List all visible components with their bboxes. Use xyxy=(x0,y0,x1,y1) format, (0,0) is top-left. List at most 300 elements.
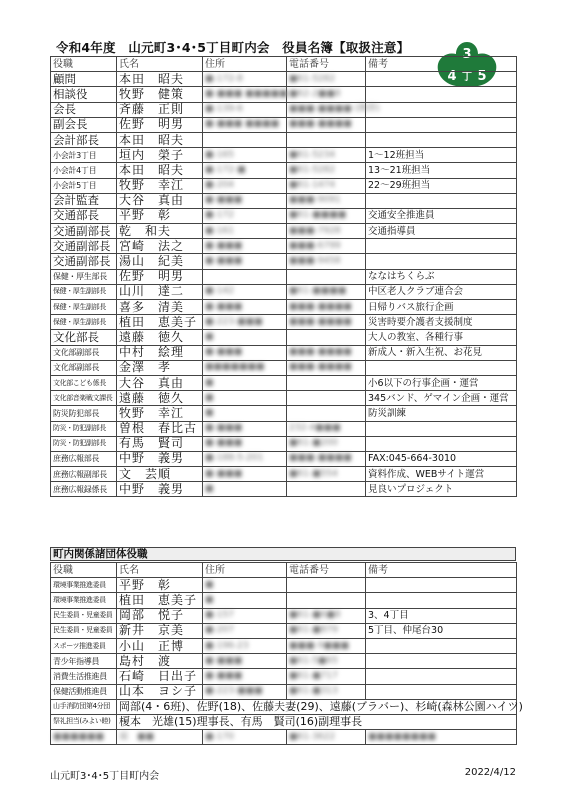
officer-role: 顧問 xyxy=(51,72,117,87)
officer-note xyxy=(366,421,517,436)
group-address xyxy=(203,623,287,638)
officer-row xyxy=(51,102,517,117)
officer-role: 文化部長 xyxy=(51,330,117,345)
header-role: 役職 xyxy=(51,57,117,72)
officer-name: 遠藤 徳久 xyxy=(117,330,203,345)
fire-brigade-row-role: 山手消防団第4分団 xyxy=(51,699,117,714)
officer-address-redacted: ■-■■■ xyxy=(205,240,243,251)
officer-address-redacted: ■-172 xyxy=(205,210,234,221)
officer-address xyxy=(203,467,287,482)
officer-address xyxy=(203,391,287,406)
group-phone-redacted: ■61-5■65 xyxy=(289,655,338,666)
last-role-redacted: ■■■■■■ xyxy=(53,731,105,742)
header-address: 住所 xyxy=(203,57,287,72)
officer-row xyxy=(51,482,517,497)
officer-address-redacted: ■-■■■ xyxy=(205,438,243,449)
officer-address-redacted: ■-161 xyxy=(205,225,234,236)
group-role: 民生委員・児童委員 xyxy=(51,608,117,623)
officer-role: 交通副部長 xyxy=(51,239,117,254)
officer-phone-redacted: ■61-■■■■ xyxy=(289,210,347,221)
group-row xyxy=(51,593,517,608)
officer-name: 本田 昭夫 xyxy=(117,132,203,147)
officer-phone-redacted: ■■■-■■■■ xyxy=(289,347,352,358)
officer-address xyxy=(203,102,287,117)
officer-phone xyxy=(287,208,366,223)
officer-address xyxy=(203,132,287,147)
officer-phone xyxy=(287,72,366,87)
group-name: 岡部 悦子 xyxy=(117,608,203,623)
groups-table xyxy=(50,562,523,745)
officer-phone xyxy=(287,391,366,406)
officer-role: 保健・厚生部長 xyxy=(51,269,117,284)
officer-row xyxy=(51,117,517,132)
officer-role: 防災・防犯副部長 xyxy=(51,436,117,451)
officer-phone xyxy=(287,117,366,132)
group-role: スポーツ推進委員 xyxy=(51,638,117,653)
officer-note: 中区老人クラブ連合会 xyxy=(366,284,517,299)
header2-note: 備考 xyxy=(366,563,517,578)
group-row xyxy=(51,669,517,684)
officer-address-redacted: ■-172-■ xyxy=(205,164,246,175)
officer-role: 会計部長 xyxy=(51,132,117,147)
officer-note: 345バンド、ゲマイン企画・運営 xyxy=(366,391,517,406)
last-note-redacted: ■■■■■■■■ xyxy=(368,731,437,742)
officer-phone xyxy=(287,451,366,466)
last-phone-redacted: ■61-3622 xyxy=(289,731,336,742)
group-address xyxy=(203,654,287,669)
group-row xyxy=(51,654,517,669)
officer-phone xyxy=(287,467,366,482)
group-note xyxy=(366,593,517,608)
officer-phone xyxy=(287,254,366,269)
officer-note: 22～29班担当 xyxy=(366,178,517,193)
officer-role: 会計監査 xyxy=(51,193,117,208)
group-phone xyxy=(287,578,366,593)
officer-role: 副会長 xyxy=(51,117,117,132)
festival-row xyxy=(51,714,517,729)
officer-name: 中野 義男 xyxy=(117,451,203,466)
officer-note: 1～12班担当 xyxy=(366,148,517,163)
officer-address-redacted: ■-■■■ xyxy=(205,256,243,267)
officer-phone xyxy=(287,421,366,436)
officer-row xyxy=(51,375,517,390)
header2-address: 住所 xyxy=(203,563,287,578)
group-phone xyxy=(287,684,366,699)
group-name: 平野 彰 xyxy=(117,578,203,593)
officer-phone-redacted: ■61-■■■■ xyxy=(289,286,347,297)
document-title: 令和4年度 山元町3･4･5丁目町内会 役員名簿【取扱注意】 xyxy=(56,40,410,55)
officer-address xyxy=(203,330,287,345)
officer-address xyxy=(203,208,287,223)
officer-address xyxy=(203,148,287,163)
group-note xyxy=(366,669,517,684)
officer-role: 小会計5丁目 xyxy=(51,178,117,193)
officer-role: 庶務広報部長 xyxy=(51,451,117,466)
officer-address xyxy=(203,360,287,375)
officer-name: 湯山 紀美 xyxy=(117,254,203,269)
officer-row xyxy=(51,360,517,375)
officer-note: 資料作成、WEBサイト運営 xyxy=(366,467,517,482)
officer-address xyxy=(203,284,287,299)
officer-name: 宮崎 法之 xyxy=(117,239,203,254)
officer-name: 佐野 明男 xyxy=(117,117,203,132)
group-note xyxy=(366,578,517,593)
officer-address-redacted: ■-■■■ xyxy=(205,301,243,312)
group-phone xyxy=(287,654,366,669)
fire-brigade-row xyxy=(51,699,517,714)
officer-phone xyxy=(287,315,366,330)
officer-address-redacted: ■■■■■■■ xyxy=(205,362,265,373)
officer-note xyxy=(366,72,517,87)
officer-address xyxy=(203,193,287,208)
officer-role: 文化部副部長 xyxy=(51,345,117,360)
officer-address-redacted: ■-165 xyxy=(205,149,234,160)
officer-role: 防災防犯部長 xyxy=(51,406,117,421)
officer-row xyxy=(51,87,517,102)
group-address-redacted: ■ xyxy=(205,594,214,605)
officer-role: 保健・厚生副部長 xyxy=(51,300,117,315)
group-name: 植田 恵美子 xyxy=(117,593,203,608)
group-row xyxy=(51,638,517,653)
officer-row xyxy=(51,421,517,436)
officer-address-redacted: ■ xyxy=(205,483,214,494)
group-phone-redacted: ■61-■313 xyxy=(289,686,338,697)
officer-note: 大人の教室、各種行事 xyxy=(366,330,517,345)
footer-organization: 山元町3･4･5丁目町内会 xyxy=(50,771,160,782)
officer-address xyxy=(203,375,287,390)
officer-name: 斉藤 正則 xyxy=(117,102,203,117)
officer-role: 文化部音楽戦文課長 xyxy=(51,391,117,406)
group-phone-redacted: ■61-■6■8 xyxy=(289,610,341,621)
officer-row xyxy=(51,436,517,451)
officer-role: 交通副部長 xyxy=(51,224,117,239)
officer-phone xyxy=(287,345,366,360)
officer-name: 牧野 幸江 xyxy=(117,406,203,421)
officer-phone-redacted: ■■■-■■■■ xyxy=(289,316,352,327)
officer-note xyxy=(366,117,517,132)
officer-address-redacted: ■ xyxy=(205,377,214,388)
officer-phone-redacted: ■61-■554 xyxy=(289,468,338,479)
group-row xyxy=(51,578,517,593)
officer-address xyxy=(203,269,287,284)
logo-char: 丁 xyxy=(462,72,472,83)
officer-name: 山川 達二 xyxy=(117,284,203,299)
fire-brigade-row-text: 岡部(4・6班)、佐野(18)、佐藤夫妻(29)、遠藤(ブラバー)、杉崎(森林公園ハイツ) xyxy=(117,699,517,714)
group-address xyxy=(203,684,287,699)
header2-phone: 電話番号 xyxy=(287,563,366,578)
officer-address-redacted: ■-188-5-201 xyxy=(205,453,264,464)
officer-note xyxy=(366,436,517,451)
group-note: 3、4丁目 xyxy=(366,608,517,623)
officer-row xyxy=(51,284,517,299)
officer-note: ななはちくらぶ xyxy=(366,269,517,284)
officer-phone-redacted: ■61-5282 xyxy=(289,73,336,84)
group-phone xyxy=(287,669,366,684)
group-role: 青少年指導員 xyxy=(51,654,117,669)
officer-phone xyxy=(287,193,366,208)
officer-role: 交通副部長 xyxy=(51,254,117,269)
officer-row xyxy=(51,132,517,147)
officer-address xyxy=(203,87,287,102)
group-note xyxy=(366,684,517,699)
officer-note xyxy=(366,193,517,208)
group-phone xyxy=(287,623,366,638)
officer-role: 保健・厚生副部長 xyxy=(51,284,117,299)
officer-phone xyxy=(287,239,366,254)
officer-name: 金澤 孝 xyxy=(117,360,203,375)
officer-phone-redacted: ■■■-9091 xyxy=(289,195,341,206)
last-phone xyxy=(287,730,366,745)
officer-row xyxy=(51,269,517,284)
group-role: 保健活動推進員 xyxy=(51,684,117,699)
officer-row xyxy=(51,330,517,345)
officer-note: 見良いプロジェクト xyxy=(366,482,517,497)
group-address-redacted: ■-■■■ xyxy=(205,655,243,666)
officer-phone-redacted: ■■■-■■■■ (携帯) xyxy=(289,104,380,115)
officer-phone xyxy=(287,406,366,421)
officer-note xyxy=(366,239,517,254)
header-row-2 xyxy=(51,563,517,578)
officer-row xyxy=(51,391,517,406)
officer-role: 庶務広報副部長 xyxy=(51,467,117,482)
officer-role: 相談役 xyxy=(51,87,117,102)
officer-note: 新成人・新入生祝、お花見 xyxy=(366,345,517,360)
officer-name: 遠藤 徳久 xyxy=(117,391,203,406)
officer-note: 交通指導員 xyxy=(366,224,517,239)
officer-address-redacted: ■-223-■■■ xyxy=(205,316,263,327)
officer-role: 文化部こども係長 xyxy=(51,375,117,390)
officer-note: 13～21班担当 xyxy=(366,163,517,178)
officer-address xyxy=(203,239,287,254)
officer-phone xyxy=(287,178,366,193)
group-row xyxy=(51,608,517,623)
last-address xyxy=(203,730,287,745)
officer-address-redacted: ■-142 xyxy=(205,286,234,297)
officer-row xyxy=(51,163,517,178)
officer-role: 会長 xyxy=(51,102,117,117)
officer-address xyxy=(203,345,287,360)
group-role: 環境事業推進委員 xyxy=(51,578,117,593)
group-address xyxy=(203,669,287,684)
group-name: 島村 渡 xyxy=(117,654,203,669)
officer-name: 植田 恵美子 xyxy=(117,315,203,330)
officer-name: 喜多 清美 xyxy=(117,300,203,315)
officer-row xyxy=(51,208,517,223)
officer-address-redacted: ■-■■■ xyxy=(205,347,243,358)
officer-phone-redacted: ■61-1474 xyxy=(289,180,336,191)
group-address-redacted: ■-223-■■■ xyxy=(205,686,263,697)
last-address-redacted: ■-170 xyxy=(205,731,234,742)
officer-role: 庶務広報録係長 xyxy=(51,482,117,497)
officer-row xyxy=(51,300,517,315)
officer-row xyxy=(51,467,517,482)
officer-note xyxy=(366,102,517,117)
officer-phone xyxy=(287,224,366,239)
last-name xyxy=(117,730,203,745)
officer-row xyxy=(51,254,517,269)
officer-address xyxy=(203,178,287,193)
officer-address-redacted: ■-■■■ ■■■■ xyxy=(205,119,280,130)
officer-name: 本田 昭夫 xyxy=(117,163,203,178)
officer-phone xyxy=(287,375,366,390)
officer-note: FAX:045-664-3010 xyxy=(366,451,517,466)
officer-address-redacted: ■ xyxy=(205,331,214,342)
officer-name: 曽根 春比古 xyxy=(117,421,203,436)
officer-phone-redacted: ■62-2■■8 xyxy=(289,88,341,99)
officer-phone-redacted: ■■■-■■■■ xyxy=(289,362,352,373)
officer-row xyxy=(51,148,517,163)
last-note xyxy=(366,730,517,745)
logo-number-5: 5 xyxy=(477,69,487,84)
header-phone: 電話番号 xyxy=(287,57,366,72)
officer-address-redacted: ■ xyxy=(205,392,214,403)
officer-note: 日帰りバス旅行企画 xyxy=(366,300,517,315)
officer-address-redacted: ■-■■■ ■■■■■ xyxy=(205,88,288,99)
header-note: 備考 xyxy=(366,57,517,72)
officer-phone-redacted: 232-4■■■ xyxy=(289,423,341,434)
officer-phone xyxy=(287,482,366,497)
officer-role: 保健・厚生副部長 xyxy=(51,315,117,330)
officer-note xyxy=(366,254,517,269)
officer-phone xyxy=(287,436,366,451)
officer-name: 乾 和夫 xyxy=(117,224,203,239)
last-row xyxy=(51,730,517,745)
officer-row xyxy=(51,72,517,87)
officer-phone-redacted: ■61-5282 xyxy=(289,164,336,175)
officer-phone-redacted: ■■■-■■■■ xyxy=(289,453,352,464)
last-role xyxy=(51,730,117,745)
group-role: 環境事業推進委員 xyxy=(51,593,117,608)
group-address-redacted: ■-157 xyxy=(205,610,234,621)
officer-name: 文 芸順 xyxy=(117,467,203,482)
header2-role: 役職 xyxy=(51,563,117,578)
officer-phone xyxy=(287,87,366,102)
group-address-redacted: ■-196-23 xyxy=(205,640,249,651)
officer-name: 大谷 真由 xyxy=(117,193,203,208)
officer-address xyxy=(203,421,287,436)
officer-name: 垣内 榮子 xyxy=(117,148,203,163)
officer-address-redacted: ■-■■■ xyxy=(205,195,243,206)
officer-address xyxy=(203,315,287,330)
officer-phone xyxy=(287,163,366,178)
officer-name: 牧野 幸江 xyxy=(117,178,203,193)
officer-note xyxy=(366,132,517,147)
officer-address-redacted: ■-■■■ xyxy=(205,423,243,434)
officer-role: 交通部長 xyxy=(51,208,117,223)
officer-address xyxy=(203,163,287,178)
officer-name: 中野 義男 xyxy=(117,482,203,497)
group-note: 5丁目、仲尾台30 xyxy=(366,623,517,638)
officer-address xyxy=(203,451,287,466)
officer-phone-redacted: ■■■-7928 xyxy=(289,225,341,236)
officer-name: 本田 昭夫 xyxy=(117,72,203,87)
group-address xyxy=(203,593,287,608)
group-address-redacted: ■ xyxy=(205,579,214,590)
officer-row xyxy=(51,345,517,360)
group-phone-redacted: ■■■-9■■■ xyxy=(289,640,349,651)
officers-table xyxy=(50,56,517,497)
officer-name: 佐野 明男 xyxy=(117,269,203,284)
group-phone-redacted: ■61-■879 xyxy=(289,625,338,636)
officer-role: 小会計4丁目 xyxy=(51,163,117,178)
group-phone xyxy=(287,608,366,623)
officer-name: 有馬 賢司 xyxy=(117,436,203,451)
group-phone xyxy=(287,593,366,608)
officer-address-redacted: ■-204 xyxy=(205,180,234,191)
officer-phone-redacted: ■61-■200 xyxy=(289,438,338,449)
group-name: 山本 ヨシ子 xyxy=(117,684,203,699)
header-name: 氏名 xyxy=(117,57,203,72)
officer-address-redacted: ■ xyxy=(205,407,214,418)
officer-phone xyxy=(287,148,366,163)
officer-phone-redacted: ■■■-■■■■ xyxy=(289,119,352,130)
officer-row xyxy=(51,451,517,466)
officer-phone-redacted: ■■■-6799 xyxy=(289,240,341,251)
header2-name: 氏名 xyxy=(117,563,203,578)
logo-number-4: 4 xyxy=(447,69,457,84)
officer-phone xyxy=(287,102,380,117)
officer-address xyxy=(203,224,287,239)
officer-note: 防災訓練 xyxy=(366,406,517,421)
group-address xyxy=(203,608,287,623)
officer-note: 小6以下の行事企画・運営 xyxy=(366,375,517,390)
officer-row xyxy=(51,178,517,193)
group-address xyxy=(203,578,287,593)
officer-role: 小会計3丁目 xyxy=(51,148,117,163)
officer-phone xyxy=(287,132,366,147)
group-address-redacted: ■-■■■ xyxy=(205,670,243,681)
officer-address xyxy=(203,300,287,315)
last-name-redacted: 福 ■■ xyxy=(119,731,155,742)
officer-phone-redacted: ■■■-■■■■ xyxy=(289,301,352,312)
officer-row xyxy=(51,239,517,254)
officer-phone xyxy=(287,269,366,284)
officer-row xyxy=(51,193,517,208)
group-address-redacted: ■-207 xyxy=(205,625,234,636)
officer-address xyxy=(203,117,287,132)
officer-name: 牧野 健策 xyxy=(117,87,203,102)
officer-phone xyxy=(287,300,366,315)
officer-phone xyxy=(287,284,366,299)
officer-name: 中村 絵理 xyxy=(117,345,203,360)
officer-phone-redacted: ■61-5234 xyxy=(289,149,336,160)
festival-row-role: 祭礼担当(みよい睦) xyxy=(51,714,117,729)
logo-number-3: 3 xyxy=(462,47,472,62)
officer-name: 平野 彰 xyxy=(117,208,203,223)
officer-address-redacted: ■-■■■ xyxy=(205,468,243,479)
officer-row xyxy=(51,406,517,421)
officer-phone xyxy=(287,360,366,375)
officer-address-redacted: ■-139-6 xyxy=(205,104,243,115)
group-note xyxy=(366,638,517,653)
officer-address xyxy=(203,436,287,451)
officer-address-redacted: ■-172-8 xyxy=(205,73,243,84)
officer-note xyxy=(366,360,517,375)
officer-name: 大谷 真由 xyxy=(117,375,203,390)
group-name: 新井 京美 xyxy=(117,623,203,638)
group-role: 民生委員・児童委員 xyxy=(51,623,117,638)
group-name: 小山 正博 xyxy=(117,638,203,653)
officer-address xyxy=(203,406,287,421)
officer-role: 文化部副部長 xyxy=(51,360,117,375)
officer-address xyxy=(203,254,287,269)
group-phone-redacted: ■61-■717 xyxy=(289,670,338,681)
group-phone xyxy=(287,638,366,653)
group-row xyxy=(51,684,517,699)
section2-title: 町内関係諸団体役職 xyxy=(50,547,516,561)
group-name: 石崎 日出子 xyxy=(117,669,203,684)
officer-role: 防災・防犯副部長 xyxy=(51,421,117,436)
